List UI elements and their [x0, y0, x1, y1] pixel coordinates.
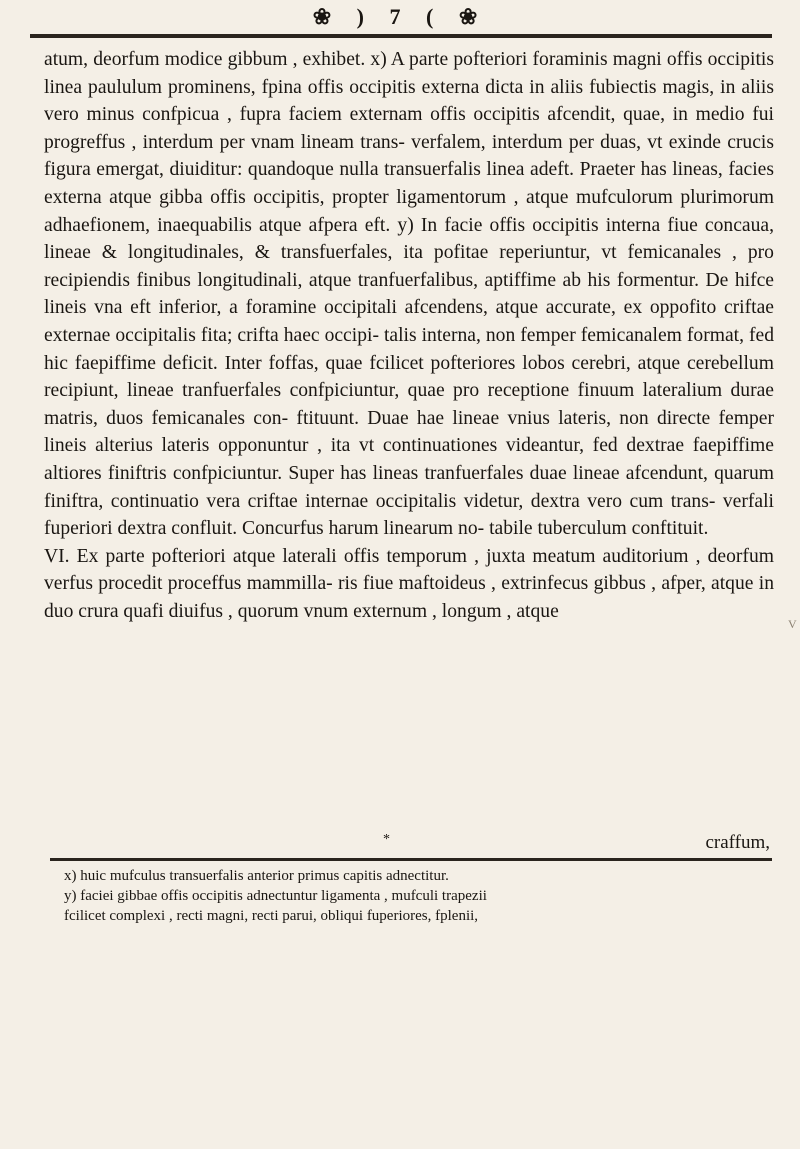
footnote-rule	[50, 858, 772, 861]
line: talis interna, non femper femicanalem format, fed hic faepiffime	[44, 324, 774, 374]
line: vera criftae internae occipitalis videtur, dextra vero cum trans-	[206, 490, 723, 512]
line: has lineas, facies externa atque gibba offis occipitis, propter	[44, 159, 775, 208]
line: receptione finuum lateralium durae matris, duos femicanales con-	[44, 380, 774, 429]
line: meatum auditorium , deorfum verfus procedit proceffus mammilla-	[44, 545, 774, 595]
line: fiue concaua, lineae & longitudinales, & transfuerfales, ita pofitae	[44, 214, 774, 264]
footnotes	[64, 866, 776, 926]
line: minus confpicua , fupra faciem externam offis occipitis afcendit,	[86, 104, 624, 126]
line: ftituunt. Duae hae lineae vnius lateris, non directe femper lineis	[44, 407, 775, 457]
line: verfali fuperiori dextra confluit. Concurfus harum linearum no-	[44, 490, 774, 540]
line: quae, in medio fui progreffus , interdum per vnam lineam trans-	[44, 104, 775, 153]
line: verfalem, interdum per duas, vt exinde crucis figura emergat,	[44, 131, 774, 181]
line: tranfuerfales duae lineae afcendunt, quarum finiftra, continuatio	[44, 462, 774, 512]
margin-mark: V	[788, 617, 797, 631]
signature-mark: *	[383, 832, 390, 847]
footnote-y: y) faciei gibbae offis occipitis adnectuntur ligamenta , mufculi trapezii	[64, 888, 487, 904]
line: inaequabilis atque afpera eft. y) In facie offis occipitis interna	[157, 214, 668, 236]
line: vna eft inferior, a foramine occipitali afcendens, atque accurate,	[94, 297, 624, 319]
line: diuiditur: quandoque nulla transuerfalis linea adeft. Praeter	[169, 159, 641, 181]
line: deficit. Inter foffas, quae fcilicet pofteriores lobos cerebri, atque	[162, 352, 687, 374]
line: alterius lateris opponuntur , ita vt continuationes videantur, fed	[95, 435, 627, 457]
line: VI. Ex parte pofteriori atque laterali offis temporum , juxta	[44, 545, 533, 567]
line: atum, deorfum modice gibbum , exhibet. x) A parte pofteriori	[44, 49, 533, 70]
line: reperiuntur, vt femicanales , pro recipiendis finibus longitudinali,	[44, 242, 774, 291]
line: crura quafi diuifus , quorum vnum externum , longum , atque	[78, 600, 559, 622]
line: tabile tuberculum conftituit.	[489, 518, 709, 540]
line: cerebellum recipiunt, lineae tranfuerfales confpiciuntur, quae pro	[44, 352, 774, 402]
line: ris fiue maftoideus , extrinfecus gibbus , afper, atque in duo	[44, 573, 775, 622]
footnote-y-continued: fcilicet complexi , recti magni, recti parui, obliqui fuperiores, fplenii,	[64, 908, 479, 924]
line: atque tranfuerfalibus, aptiffime ab his formentur. De hifce lineis	[44, 269, 774, 319]
line: offis occipitis externa dicta in aliis fubiectis magis, in aliis vero	[44, 76, 774, 126]
paragraph-2	[44, 543, 774, 626]
main-text	[44, 46, 774, 625]
line: ex oppofito criftae externae occipitalis fita; crifta haec occipi-	[44, 297, 774, 346]
line: ligamentorum , atque mufculorum plurimorum adhaefionem,	[44, 186, 774, 236]
running-head: ❀ ) 7 ( ❀	[312, 4, 488, 29]
line: dextrae faepiffime altiores finiftris confpiciuntur. Super has lineas	[44, 435, 774, 484]
catchword: craffum,	[705, 832, 770, 853]
header-rule	[30, 34, 772, 38]
paragraph-1	[44, 46, 774, 543]
footnote-x: x) huic mufculus transuerfalis anterior primus capitis adnectitur.	[64, 868, 449, 884]
line: foraminis magni offis occipitis linea paululum prominens, fpina	[44, 49, 774, 98]
